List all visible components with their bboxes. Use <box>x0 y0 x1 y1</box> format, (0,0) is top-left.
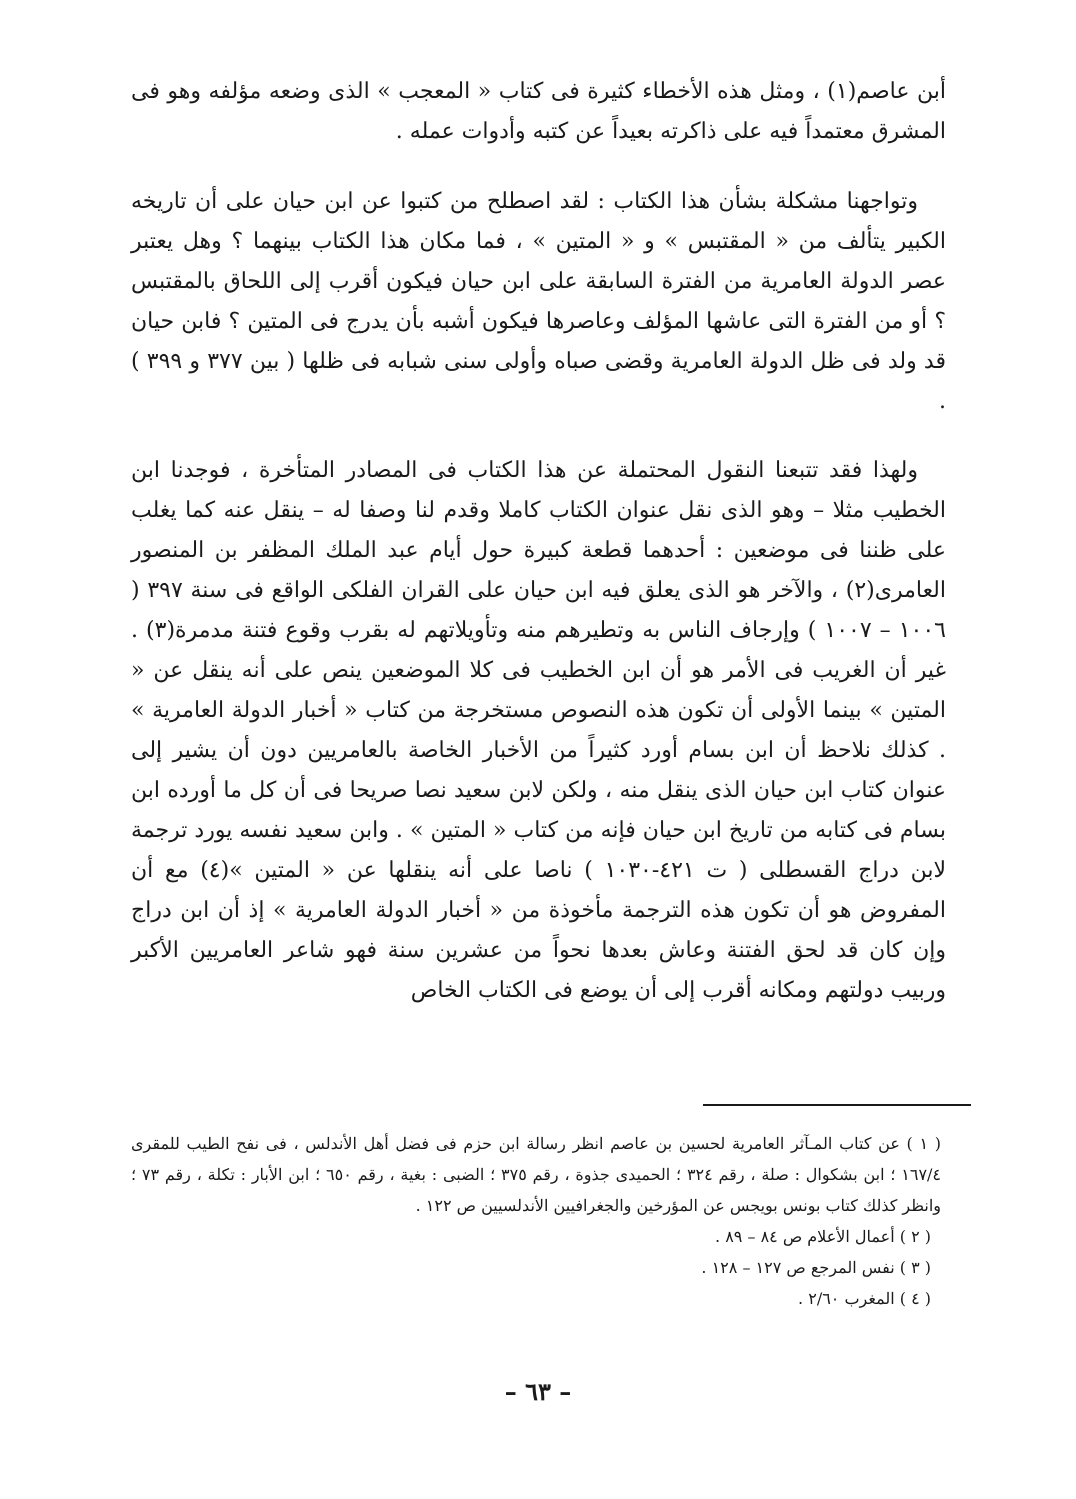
paragraph-text: وتواجهنا مشكلة بشأن هذا الكتاب : لقد اصطلح من كتبوا عن ابن حيان على أن تاريخه الكبير يتألف من « المقتبس » و « المتين » ، فما مكان هذا الكتاب بينهما ؟ وهل يعتبر عصر الدولة العامرية من الفترة السابقة على ابن حيان فيكون أقرب إلى اللحاق بالمقتبس ؟ أو من الفترة التى عاشها المؤلف وعاصرها فيكون أشبه بأن يدرج فى المتين ؟ فابن حيان قد ولد فى ظل الدولة العامرية وقضى صباه وأولى سنى شبابه فى ظلها ( بين ٣٧٧ و ٣٩٩ ) . <box>131 189 946 414</box>
footnote-1: ( ١ ) عن كتاب المـآثر العامرية لحسين بن عاصم انظر رسالة ابن حزم فى فضل أهل الأندلس ، فى نفح الطيب للمقرى ١٦٧/٤ ؛ ابن بشكوال : صلة ، رقم ٣٢٤ ؛ الحميدى جذوة ، رقم ٣٧٥ ؛ الضبى : بغية ، رقم ٦٥٠ ؛ ابن الأبار : تكلة ، رقم ٧٣ ؛ وانظر كذلك كتاب بونس بويجس عن المؤرخين والجغرافيين الأندلسيين ص ١٢٢ . <box>131 1134 942 1215</box>
page-number: – ٦٣ – <box>504 1377 572 1406</box>
paragraph-3 <box>131 451 946 1011</box>
footnotes <box>131 1128 941 1314</box>
paragraph-2 <box>131 182 946 422</box>
paragraph-1 <box>131 72 946 152</box>
paragraph-text: أبن عاصم(١) ، ومثل هذه الأخطاء كثيرة فى كتاب « المعجب » الذى وضعه مؤلفه وهو فى المشرق معتمداً فيه على ذاكرته بعيداً عن كتبه وأدوات عمله . <box>131 79 946 144</box>
footnote-4: ( ٤ ) المغرب ٢/٦٠ . <box>798 1289 931 1308</box>
footnote-2: ( ٢ ) أعمال الأعلام ص ٨٤ – ٨٩ . <box>715 1227 931 1246</box>
paragraph-text: ولهذا فقد تتبعنا النقول المحتملة عن هذا الكتاب فى المصادر المتأخرة ، فوجدنا ابن الخطيب مثلا – وهو الذى نقل عنوان الكتاب كاملا وقدم لنا وصفا له – ينقل عنه كما يغلب على ظننا فى موضعين : أحدهما قطعة كبيرة حول أيام عبد الملك المظفر بن المنصور العامرى(٢) ، والآخر هو الذى يعلق فيه ابن حيان على القران الفلكى الواقع فى سنة ٣٩٧ ( ١٠٠٦ – ١٠٠٧ ) وإرجاف الناس به وتطيرهم منه وتأويلاتهم له بقرب وقوع فتنة مدمرة(٣) . غير أن الغريب فى الأمر هو أن ابن الخطيب فى كلا الموضعين ينص على أنه ينقل عن « المتين » بينما الأولى أن تكون هذه النصوص مستخرجة من كتاب « أخبار الدولة العامرية » . كذلك نلاحظ أن ابن بسام أورد كثيراً من الأخبار الخاصة بالعامريين دون أن يشير إلى عنوان كتاب ابن حيان الذى ينقل منه ، ولكن لابن سعيد نصا صريحا فى أن كل ما أورده ابن بسام فى كتابه من تاريخ ابن حيان فإنه من كتاب « المتين » . وابن سعيد نفسه يورد ترجمة لابن دراج القسطلى ( ت ٤٢١-١٠٣٠ ) ناصا على أنه ينقلها عن « المتين »(٤) مع أن المفروض هو أن تكون هذه الترجمة مأخوذة من « أخبار الدولة العامرية » إذ أن ابن دراج وإن كان قد لحق الفتنة وعاش بعدها نحواً من عشرين سنة فهو شاعر العامريين الأكبر وربيب دولتهم ومكانه أقرب إلى أن يوضع فى الكتاب الخاص <box>131 458 946 1003</box>
footnote-divider <box>703 1104 971 1106</box>
footnote-3: ( ٣ ) نفس المرجع ص ١٢٧ – ١٢٨ . <box>701 1258 931 1277</box>
